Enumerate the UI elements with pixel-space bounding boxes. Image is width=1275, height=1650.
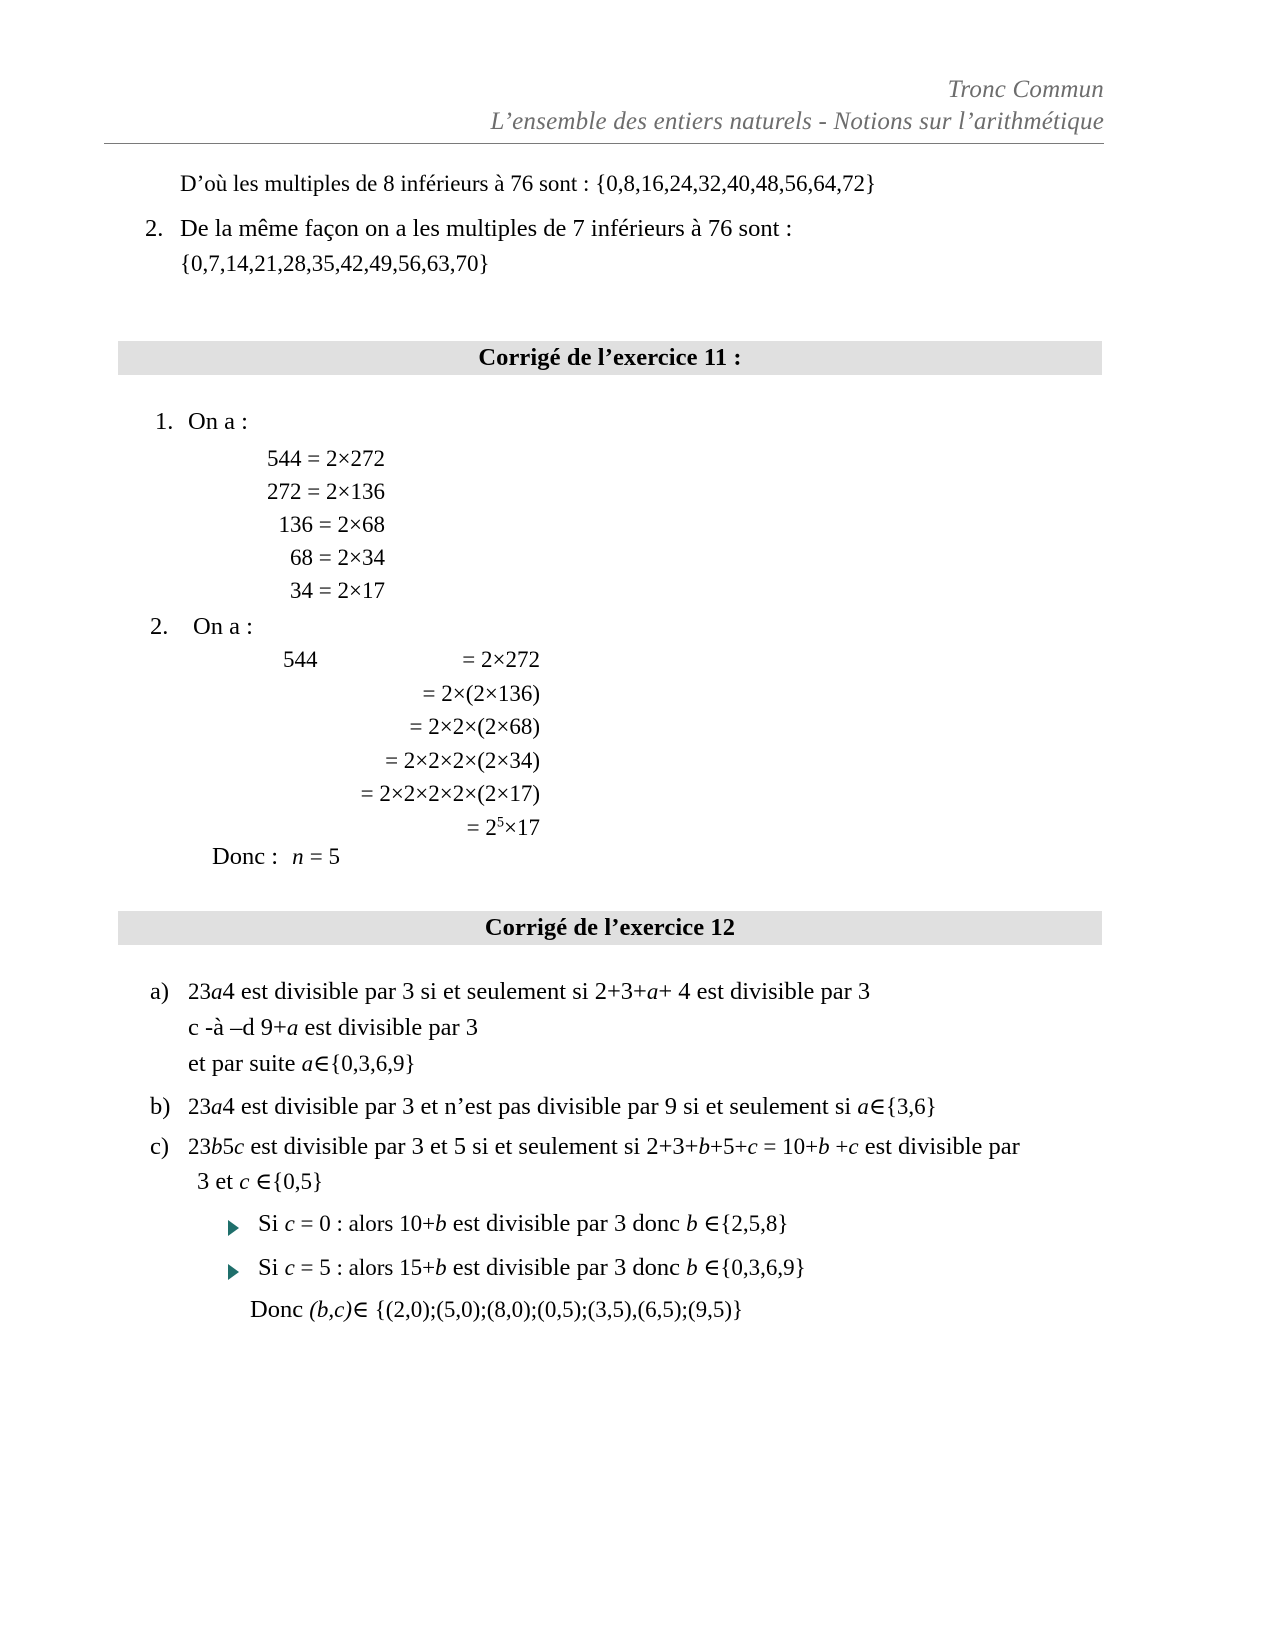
intro-item2-number: 2.: [145, 215, 164, 242]
bullet1-mid: est divisible par 3 donc: [446, 1254, 687, 1281]
a-line1-var: a: [211, 979, 223, 1004]
c-line2-post: ∈{0,5}: [249, 1169, 324, 1194]
header-title-line1: Tronc Commun: [947, 76, 1104, 103]
intro-multiples-8-line: [180, 170, 876, 198]
a-line3-pre: et par suite: [188, 1050, 302, 1077]
ex11-conclusion: [212, 843, 340, 871]
page-header: [104, 74, 1104, 138]
bullet-text: [258, 1254, 806, 1282]
equation-row: 68 = 2×34: [290, 545, 385, 570]
equation-row: = 2×(2×136): [422, 680, 540, 706]
bullet0-var3: b: [686, 1211, 698, 1236]
bullet-text: [258, 1210, 788, 1238]
c-line2-var: c: [239, 1169, 250, 1194]
b-var2: a: [857, 1094, 869, 1119]
c-line1-post: est divisible par: [858, 1133, 1020, 1160]
ex11-q2-label: On a :: [193, 613, 253, 640]
b-pre: 23: [188, 1094, 211, 1119]
a-line2-var: a: [286, 1015, 299, 1040]
ex11-conclusion-label: Donc :: [212, 843, 278, 870]
list-item: [228, 1210, 788, 1238]
bullet1-pre: Si: [258, 1254, 285, 1281]
ex12-c-marker: c): [150, 1133, 170, 1160]
ex11-q1-number: 1.: [155, 408, 174, 435]
ex12-b-line: [188, 1093, 937, 1121]
c-line1-mid5: +: [829, 1134, 849, 1159]
section-banner-exercice-12: [118, 911, 1102, 945]
equation-row: 34 = 2×17: [290, 578, 385, 603]
c-line1-var2: c: [234, 1134, 245, 1159]
final-prefix: = 2: [466, 814, 497, 840]
equation-row: = 2×2×2×(2×34): [385, 747, 540, 773]
ex12-a-line3: [188, 1050, 415, 1078]
bullet1-var2: b: [435, 1255, 447, 1280]
c-line1-mid4: = 10+: [757, 1134, 819, 1159]
triangle-bullet-icon: [228, 1216, 241, 1244]
a-line1-pre: 23: [188, 979, 211, 1004]
bullet0-var: c: [284, 1211, 295, 1236]
c-line1-var6: c: [848, 1134, 859, 1159]
section-banner-exercice-11: [118, 341, 1102, 375]
intro-item2-set: [180, 250, 490, 278]
ex12-a-line1: [188, 978, 870, 1006]
list-item: [228, 1254, 806, 1282]
ex12-a-line2: [188, 1014, 478, 1042]
intro-item2-set-value: {0,7,14,21,28,35,42,49,56,63,70}: [180, 251, 490, 276]
c-line1-mid2: est divisible par 3 et 5 si et seulement si 2+3+: [244, 1133, 699, 1160]
triangle-bullet-icon: [228, 1260, 241, 1288]
c-line1-var5: b: [818, 1134, 830, 1159]
equation-row-final: [200, 811, 540, 845]
section-banner-exercice-11-title: Corrigé de l’exercice 11 :: [478, 344, 742, 371]
ex11-q2-number: 2.: [150, 613, 169, 640]
c-line1-var3: b: [698, 1134, 710, 1159]
equation-row: = 2×272: [462, 647, 540, 672]
final-exponent: 5: [496, 813, 505, 830]
c-line1-pre: 23: [188, 1134, 211, 1159]
b-mid: 4 est divisible par 3 et n’est pas divisible par 9 si et seulement si: [222, 1093, 858, 1120]
c-line1-var1: b: [211, 1134, 223, 1159]
ex11-q2-equation-stack: [200, 643, 540, 844]
bullet0-eq: = 0 : alors 10+: [294, 1211, 436, 1236]
c-line2-pre: 3 et: [197, 1168, 240, 1195]
a-line2-pre: c -à –d 9+: [188, 1014, 287, 1041]
bullet1-var: c: [284, 1255, 295, 1280]
bullet0-var2: b: [435, 1211, 447, 1236]
ex11-conclusion-variable: n: [292, 844, 304, 869]
ex12-a-marker: a): [150, 978, 170, 1005]
ex11-q1-label: On a :: [188, 408, 248, 435]
section-banner-exercice-12-title: Corrigé de l’exercice 12: [484, 914, 736, 941]
a-line3-var: a: [301, 1051, 314, 1076]
intro-multiples-8-text: D’où les multiples de 8 inférieurs à 76 sont : {0,8,16,24,32,40,48,56,64,72}: [180, 171, 877, 196]
ex11-conclusion-value: = 5: [309, 844, 340, 869]
ex12-c-line2: [197, 1168, 323, 1196]
equation-row: 544 = 2×272: [267, 446, 385, 471]
c-line1-var4: c: [747, 1134, 758, 1159]
equation-row: 272 = 2×136: [267, 479, 385, 504]
c-conclusion-rest: ∈ {(2,0);(5,0);(8,0);(0,5);(3,5),(6,5);(9,5)}: [351, 1297, 744, 1322]
ex11-q2-lhs: 544: [283, 647, 318, 672]
ex12-b-marker: b): [150, 1093, 171, 1120]
equation-row: = 2×2×2×2×(2×17): [360, 781, 540, 806]
bullet0-mid: est divisible par 3 donc: [446, 1210, 687, 1237]
equation-row: = 2×2×(2×68): [409, 714, 540, 739]
bullet1-post: ∈{0,3,6,9}: [697, 1255, 806, 1280]
b-post: ∈{3,6}: [868, 1094, 937, 1119]
a-line2-post: est divisible par 3: [298, 1014, 478, 1041]
c-conclusion-label: Donc: [250, 1296, 310, 1323]
bullet0-post: ∈{2,5,8}: [697, 1211, 789, 1236]
bullet0-pre: Si: [258, 1210, 285, 1237]
a-line3-post: ∈{0,3,6,9}: [313, 1051, 416, 1076]
a-line1-post: + 4 est divisible par 3: [658, 978, 871, 1005]
c-line1-mid1: 5: [222, 1134, 234, 1159]
intro-item2-text: De la même façon on a les multiples de 7 inférieurs à 76 sont :: [180, 215, 793, 242]
ex12-c-line1: [188, 1133, 1020, 1161]
header-subtitle-line2: L’ensemble des entiers naturels - Notions sur l’arithmétique: [490, 108, 1104, 135]
ex11-q1-equation-stack: [180, 442, 385, 607]
ex12-c-conclusion: [250, 1296, 743, 1324]
bullet1-var3: b: [686, 1255, 698, 1280]
a-line1-var2: a: [646, 979, 659, 1004]
equation-row: 136 = 2×68: [278, 512, 385, 537]
c-conclusion-pair: (b,c): [309, 1297, 352, 1322]
header-divider-rule: [104, 143, 1104, 144]
c-line1-mid3: +5+: [710, 1134, 748, 1159]
final-suffix: ×17: [504, 814, 540, 840]
b-var: a: [211, 1094, 223, 1119]
bullet1-eq: = 5 : alors 15+: [294, 1255, 436, 1280]
a-line1-mid: 4 est divisible par 3 si et seulement si 2+3+: [222, 978, 647, 1005]
